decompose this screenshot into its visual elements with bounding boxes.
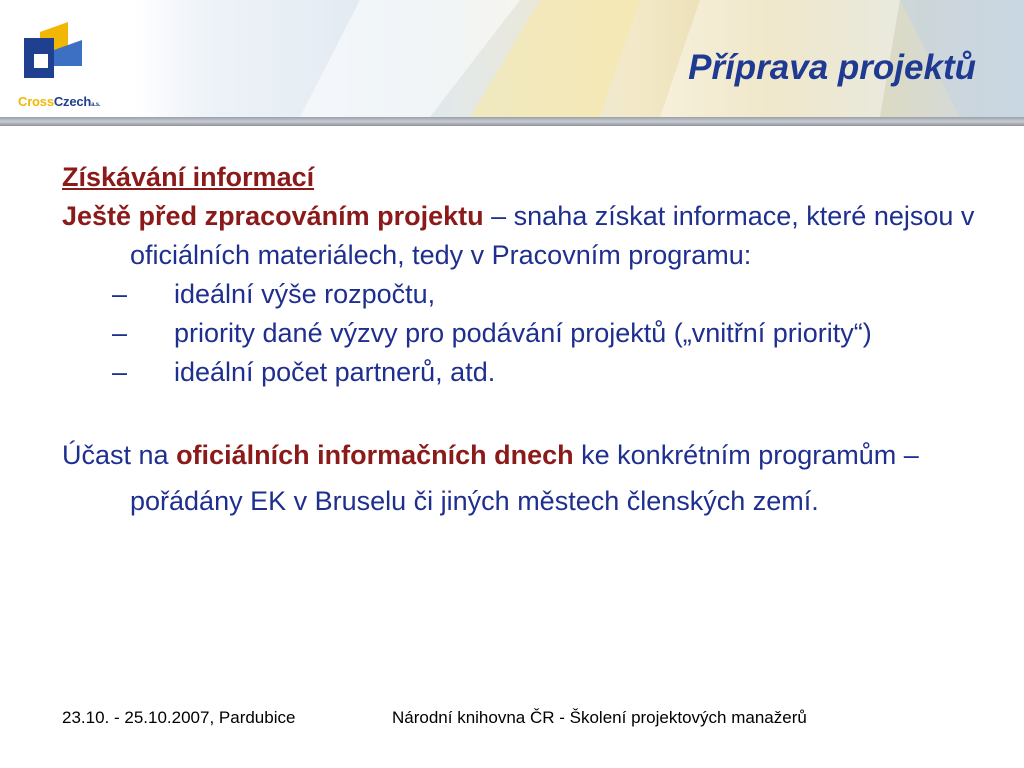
list-item	[62, 314, 1002, 353]
slide-header	[0, 0, 1024, 117]
paragraph-info-days	[62, 432, 1002, 524]
list-item	[62, 275, 1002, 314]
list-dash: –	[112, 357, 128, 387]
paragraph-before-project	[62, 197, 1002, 275]
paragraph-emphasis: oficiálních informačních dnech	[176, 440, 574, 470]
footer-event: Národní knihovna ČR - Školení projektových manažerů	[392, 708, 807, 727]
list-item-text: priority dané výzvy pro podávání projektů („vnitřní priority“)	[174, 318, 872, 348]
list-dash: –	[112, 279, 128, 309]
logo-text-cross: Cross	[18, 94, 54, 109]
logo-text-suffix: a.s.	[91, 102, 101, 108]
slide-title: Příprava projektů	[688, 48, 976, 87]
paragraph-text: – snaha získat informace, které nejsou v oficiálních materiálech, tedy v Pracovním programu:	[130, 201, 975, 270]
slide-body	[62, 158, 1002, 524]
paragraph-text-pre: Účast na	[62, 440, 177, 470]
header-divider	[0, 117, 1024, 126]
footer-date-location: 23.10. - 25.10.2007, Pardubice	[62, 708, 296, 727]
info-list	[62, 275, 1002, 392]
list-dash: –	[112, 318, 128, 348]
logo-text	[18, 94, 100, 109]
paragraph-emphasis: Ještě před zpracováním projektu	[62, 201, 484, 231]
list-item	[62, 353, 1002, 392]
logo-mark-icon	[10, 10, 128, 94]
section-subheading: Získávání informací	[62, 162, 315, 192]
list-item-text: ideální výše rozpočtu,	[174, 279, 436, 309]
spacer	[62, 392, 1002, 432]
crossczech-logo	[10, 10, 128, 110]
logo-text-czech: Czech	[53, 94, 92, 109]
list-item-text: ideální počet partnerů, atd.	[174, 357, 496, 387]
paragraph-text-post: ke konkrétním programům – pořádány EK v Bruselu či jiných městech členských zemí.	[130, 440, 919, 516]
